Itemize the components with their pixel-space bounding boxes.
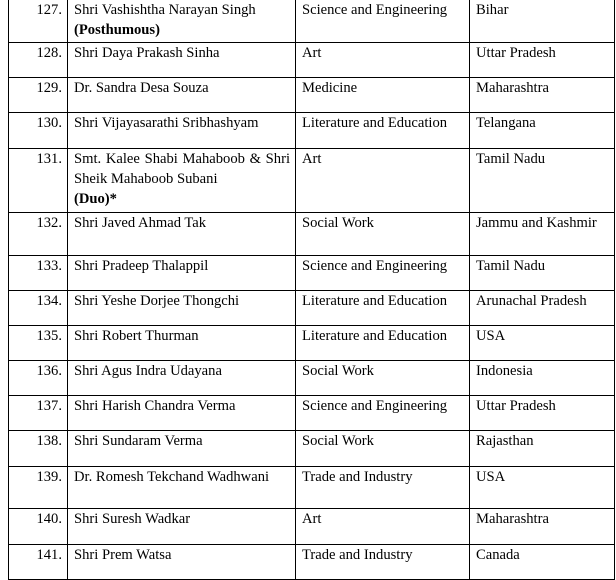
serial-number: 136. xyxy=(9,361,68,396)
table-row xyxy=(9,326,615,361)
table-row xyxy=(9,0,615,43)
field-cell: Trade and Industry xyxy=(296,467,470,509)
awardee-name: Shri Prem Watsa xyxy=(68,545,296,580)
serial-number: 141. xyxy=(9,545,68,580)
table-row xyxy=(9,149,615,213)
state-cell: Telangana xyxy=(470,113,615,149)
table-row xyxy=(9,113,615,149)
serial-number: 140. xyxy=(9,509,68,545)
state-cell: Maharashtra xyxy=(470,509,615,545)
table-row xyxy=(9,291,615,326)
state-cell: Canada xyxy=(470,545,615,580)
awardee-name: Dr. Romesh Tekchand Wadhwani xyxy=(68,467,296,509)
serial-number: 135. xyxy=(9,326,68,361)
awardee-suffix: (Duo)* xyxy=(74,191,117,207)
field-cell: Literature and Education xyxy=(296,113,470,149)
state-cell: Arunachal Pradesh xyxy=(470,291,615,326)
awardee-name: Shri Robert Thurman xyxy=(68,326,296,361)
serial-number: 128. xyxy=(9,43,68,78)
serial-number: 131. xyxy=(9,149,68,213)
awardee-name: Shri Javed Ahmad Tak xyxy=(68,213,296,256)
awardee-name xyxy=(68,0,296,43)
field-cell: Social Work xyxy=(296,431,470,467)
serial-number: 132. xyxy=(9,213,68,256)
table-row xyxy=(9,78,615,113)
field-cell: Science and Engineering xyxy=(296,0,470,43)
serial-number: 137. xyxy=(9,396,68,431)
awardee-name: Dr. Sandra Desa Souza xyxy=(68,78,296,113)
field-cell: Art xyxy=(296,509,470,545)
state-cell: USA xyxy=(470,467,615,509)
state-cell: Uttar Pradesh xyxy=(470,396,615,431)
table-row xyxy=(9,43,615,78)
table-row xyxy=(9,396,615,431)
table-row xyxy=(9,256,615,291)
serial-number: 127. xyxy=(9,0,68,43)
state-cell: USA xyxy=(470,326,615,361)
table-row xyxy=(9,361,615,396)
awardee-name-text: Shri Vashishtha Narayan Singh xyxy=(74,2,256,18)
serial-number: 129. xyxy=(9,78,68,113)
state-cell: Maharashtra xyxy=(470,78,615,113)
table-row xyxy=(9,467,615,509)
field-cell: Social Work xyxy=(296,213,470,256)
awardee-name: Shri Daya Prakash Sinha xyxy=(68,43,296,78)
awardee-name: Shri Harish Chandra Verma xyxy=(68,396,296,431)
table-row xyxy=(9,509,615,545)
table-row xyxy=(9,213,615,256)
awardee-name: Shri Vijayasarathi Sribhashyam xyxy=(68,113,296,149)
awardee-name: Shri Pradeep Thalappil xyxy=(68,256,296,291)
awardee-name: Shri Sundaram Verma xyxy=(68,431,296,467)
state-cell: Jammu and Kashmir xyxy=(470,213,615,256)
field-cell: Literature and Education xyxy=(296,291,470,326)
serial-number: 130. xyxy=(9,113,68,149)
state-cell: Uttar Pradesh xyxy=(470,43,615,78)
serial-number: 133. xyxy=(9,256,68,291)
awardee-name: Shri Agus Indra Udayana xyxy=(68,361,296,396)
state-cell: Rajasthan xyxy=(470,431,615,467)
field-cell: Art xyxy=(296,149,470,213)
awardee-name: Shri Suresh Wadkar xyxy=(68,509,296,545)
awardee-suffix: (Posthumous) xyxy=(74,22,160,38)
serial-number: 138. xyxy=(9,431,68,467)
awardee-name: Shri Yeshe Dorjee Thongchi xyxy=(68,291,296,326)
state-cell: Bihar xyxy=(470,0,615,43)
state-cell: Tamil Nadu xyxy=(470,256,615,291)
serial-number: 134. xyxy=(9,291,68,326)
field-cell: Social Work xyxy=(296,361,470,396)
table-row xyxy=(9,431,615,467)
awardee-name xyxy=(68,149,296,213)
state-cell: Tamil Nadu xyxy=(470,149,615,213)
field-cell: Literature and Education xyxy=(296,326,470,361)
field-cell: Science and Engineering xyxy=(296,256,470,291)
state-cell: Indonesia xyxy=(470,361,615,396)
serial-number: 139. xyxy=(9,467,68,509)
field-cell: Medicine xyxy=(296,78,470,113)
field-cell: Trade and Industry xyxy=(296,545,470,580)
awardee-name-text: Smt. Kalee Shabi Mahaboob & Shri Sheik Mahaboob Subani xyxy=(74,151,290,187)
field-cell: Art xyxy=(296,43,470,78)
table-row xyxy=(9,545,615,580)
field-cell: Science and Engineering xyxy=(296,396,470,431)
padma-awardees-table xyxy=(8,0,615,580)
